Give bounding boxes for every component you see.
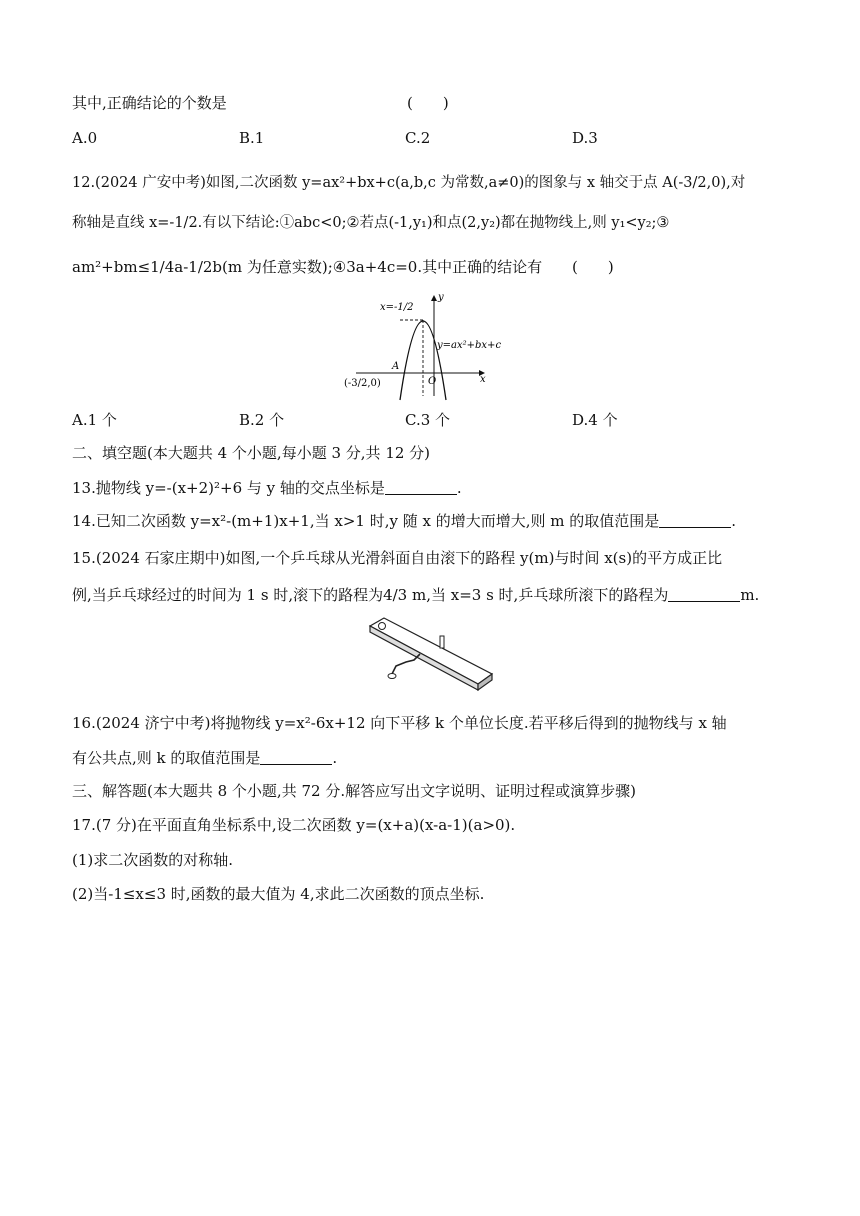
q15-line-1: 15.(2024 石家庄期中)如图,一个乒乓球从光滑斜面自由滚下的路程 y(m)与时间 x(s)的平方成正比	[72, 549, 723, 567]
point-a-coord: (-3/2,0)	[344, 378, 381, 389]
q13-line	[72, 477, 800, 499]
q14-text: 14.已知二次函数 y=x²-(m+1)x+1,当 x>1 时,y 随 x 的增大而增大,则 m 的取值范围是	[72, 512, 660, 530]
q13-answer-blank[interactable]	[385, 478, 457, 495]
section-2-heading: 二、填空题(本大题共 4 个小题,每小题 3 分,共 12 分)	[72, 444, 431, 462]
q11-option-b: B.1	[239, 129, 265, 147]
q16-end: .	[332, 749, 338, 767]
q15-line-2	[72, 584, 800, 606]
q13-end: .	[456, 479, 462, 497]
q13-text: 13.抛物线 y=-(x+2)²+6 与 y 轴的交点坐标是	[72, 479, 385, 497]
x-axis-label: x	[480, 374, 486, 385]
q12-option-a: A.1 个	[72, 411, 117, 429]
q12-option-d: D.4 个	[572, 411, 618, 429]
q15-incline-figure	[362, 614, 498, 696]
ping-pong-ball	[379, 623, 386, 630]
q14-line	[72, 510, 800, 532]
q12-option-b: B.2 个	[239, 411, 285, 429]
q17-part-1: (1)求二次函数的对称轴.	[72, 851, 234, 869]
q12-line-1: 12.(2024 广安中考)如图,二次函数 y=ax²+bx+c(a,b,c 为常数,a≠0)的图象与 x 轴交于点 A(-3/2,0),对	[72, 175, 746, 191]
q16-line-2	[72, 747, 800, 769]
q12-answer-paren: ( )	[572, 258, 614, 276]
q12-line-2: 称轴是直线 x=-1/2.有以下结论:①abc<0;②若点(-1,y₁)和点(2,y₂)都在抛物线上,则 y₁<y₂;③	[72, 215, 670, 231]
q16-answer-blank[interactable]	[260, 748, 332, 765]
q15-answer-blank[interactable]	[668, 585, 740, 602]
q17-stem: 17.(7 分)在平面直角坐标系中,设二次函数 y=(x+a)(x-a-1)(a>0).	[72, 816, 516, 834]
stop-block	[440, 636, 444, 648]
curve-label: y=ax²+bx+c	[437, 340, 502, 351]
q12-option-c: C.3 个	[405, 411, 451, 429]
origin-label: O	[428, 376, 437, 387]
q14-answer-blank[interactable]	[659, 511, 731, 528]
q17-part-2: (2)当-1≤x≤3 时,函数的最大值为 4,求此二次函数的顶点坐标.	[72, 885, 485, 903]
q14-end: .	[731, 512, 737, 530]
q12-line-3	[72, 256, 800, 278]
q11-option-d: D.3	[572, 129, 598, 147]
q16-line-1: 16.(2024 济宁中考)将抛物线 y=x²-6x+12 向下平移 k 个单位长度.若平移后得到的抛物线与 x 轴	[72, 714, 727, 732]
section-3-heading: 三、解答题(本大题共 8 个小题,共 72 分.解答应写出文字说明、证明过程或演算步骤)	[72, 782, 636, 800]
support-base	[388, 674, 396, 679]
q16-line-2-text: 有公共点,则 k 的取值范围是	[72, 749, 261, 767]
q11-stem: 其中,正确结论的个数是	[72, 94, 227, 112]
q11-answer-paren: ( )	[407, 94, 449, 112]
q11-option-c: C.2	[405, 129, 431, 147]
q12-parabola-figure	[342, 290, 502, 400]
q12-line-3-text: am²+bm≤1/4a-1/2b(m 为任意实数);④3a+4c=0.其中正确的结论有	[72, 258, 543, 276]
symmetry-axis-label: x=-1/2	[380, 302, 414, 313]
q11-option-a: A.0	[72, 129, 98, 147]
point-a-label: A	[392, 361, 400, 372]
q15-line-2-text: 例,当乒乓球经过的时间为 1 s 时,滚下的路程为4/3 m,当 x=3 s 时,乒乓球所滚下的路程为	[72, 586, 669, 604]
q15-end: m.	[740, 586, 760, 604]
y-axis-label: y	[438, 292, 444, 303]
q11-stem-line	[72, 92, 800, 114]
